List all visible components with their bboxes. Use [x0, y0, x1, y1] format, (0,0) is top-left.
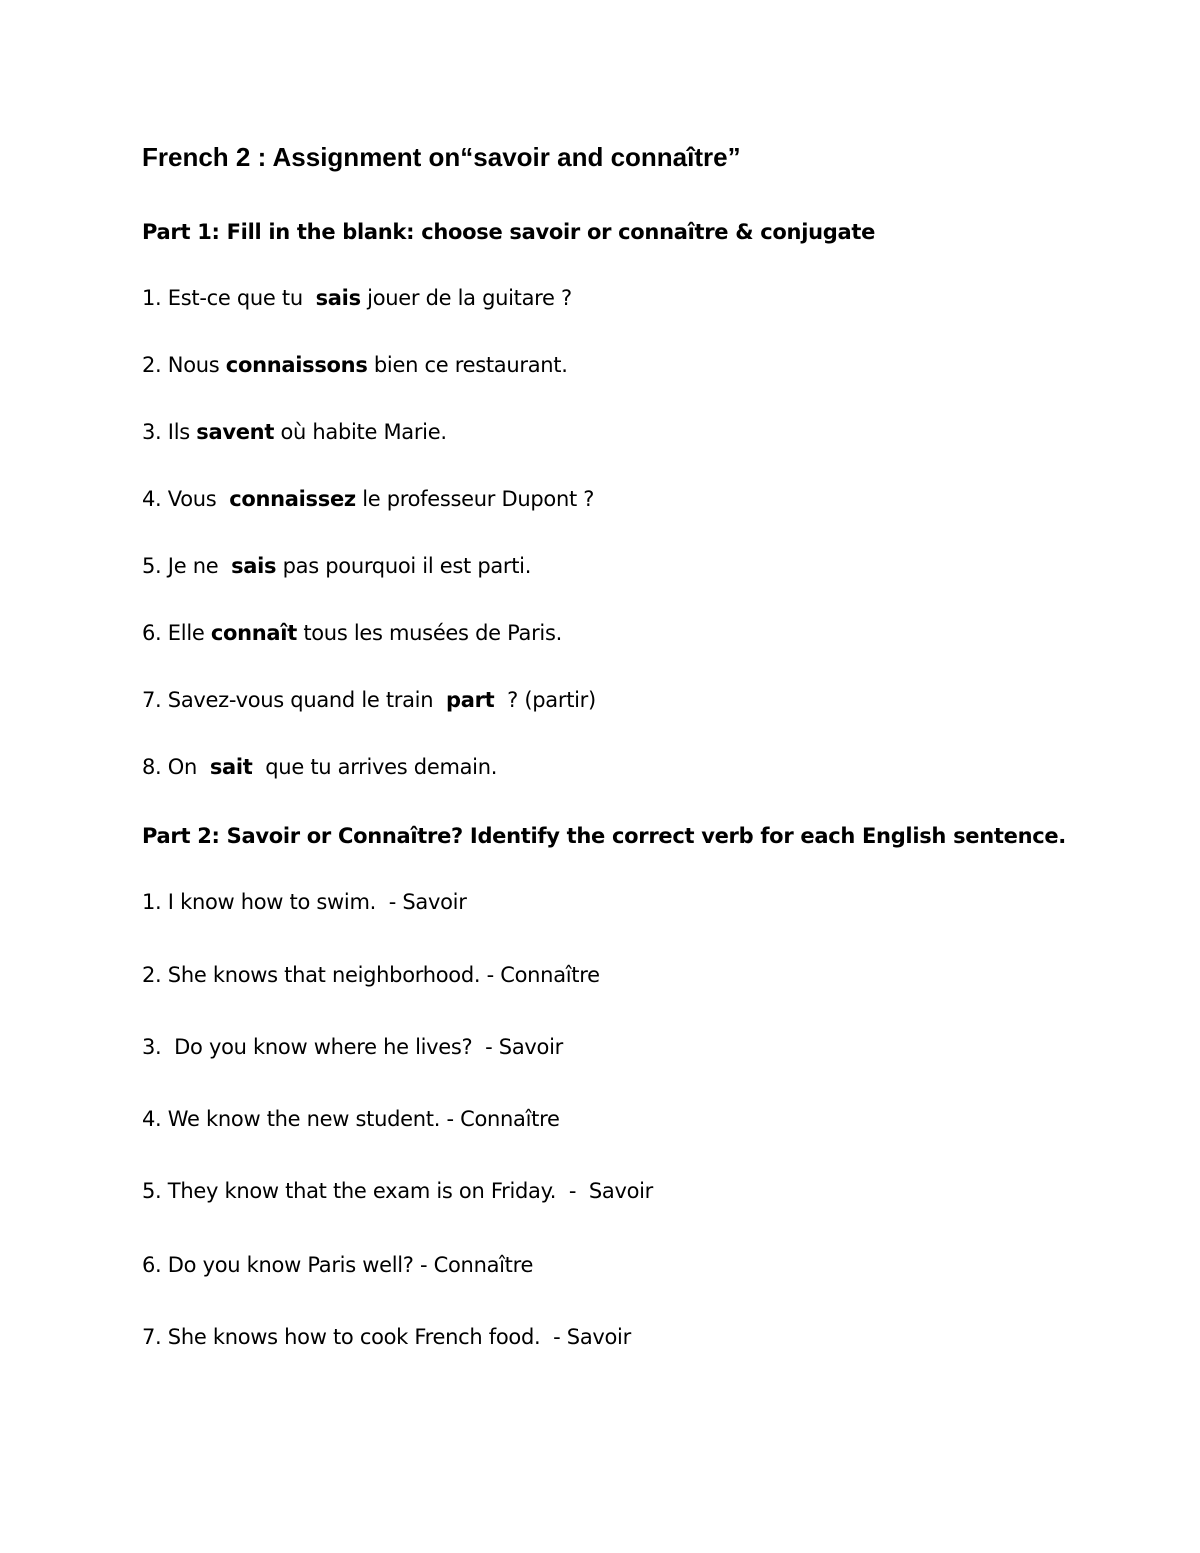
answer: sait [209, 755, 253, 779]
part1-item [142, 551, 531, 581]
item-prefix: 6. Elle [142, 621, 211, 645]
part1-item [142, 752, 497, 782]
part1-item [142, 417, 447, 447]
item-prefix: 7. Savez-vous quand le train [142, 688, 446, 712]
part2-item: 3. Do you know where he lives? - Savoir [142, 1035, 563, 1059]
page-title: French 2 : Assignment on“savoir and connaître” [142, 142, 741, 172]
part2-item: 5. They know that the exam is on Friday. - Savoir [142, 1179, 654, 1203]
answer: savent [196, 420, 275, 444]
part2-heading: Part 2: Savoir or Connaître? Identify the correct verb for each English sentence. [142, 824, 1066, 848]
answer: connaissons [225, 353, 368, 377]
part1-item [142, 350, 568, 380]
item-suffix: tous les musées de Paris. [296, 621, 562, 645]
answer: connaissez [229, 487, 356, 511]
item-suffix: que tu arrives demain. [252, 755, 498, 779]
part1-item [142, 484, 594, 514]
part2-item: 2. She knows that neighborhood. - Connaître [142, 963, 600, 987]
item-suffix: où habite Marie. [274, 420, 447, 444]
item-prefix: 8. On [142, 755, 210, 779]
answer: sais [315, 286, 361, 310]
item-suffix: le professeur Dupont ? [355, 487, 595, 511]
part2-item: 4. We know the new student. - Connaître [142, 1107, 560, 1131]
item-prefix: 2. Nous [142, 353, 226, 377]
part1-item [142, 685, 596, 715]
item-suffix: jouer de la guitare ? [360, 286, 572, 310]
answer: part [445, 688, 495, 712]
part1-item [142, 283, 572, 313]
item-suffix: bien ce restaurant. [367, 353, 568, 377]
part2-item: 1. I know how to swim. - Savoir [142, 890, 467, 914]
item-prefix: 4. Vous [142, 487, 230, 511]
part2-item: 7. She knows how to cook French food. - Savoir [142, 1325, 631, 1349]
item-prefix: 3. Ils [142, 420, 197, 444]
answer: connaît [210, 621, 297, 645]
item-suffix: ? (partir) [494, 688, 596, 712]
part1-item [142, 618, 562, 648]
item-prefix: 1. Est-ce que tu [142, 286, 316, 310]
item-prefix: 5. Je ne [142, 554, 232, 578]
item-suffix: pas pourquoi il est parti. [276, 554, 532, 578]
part1-heading: Part 1: Fill in the blank: choose savoir or connaître & conjugate [142, 220, 876, 244]
answer: sais [231, 554, 277, 578]
part2-item: 6. Do you know Paris well? - Connaître [142, 1253, 534, 1277]
